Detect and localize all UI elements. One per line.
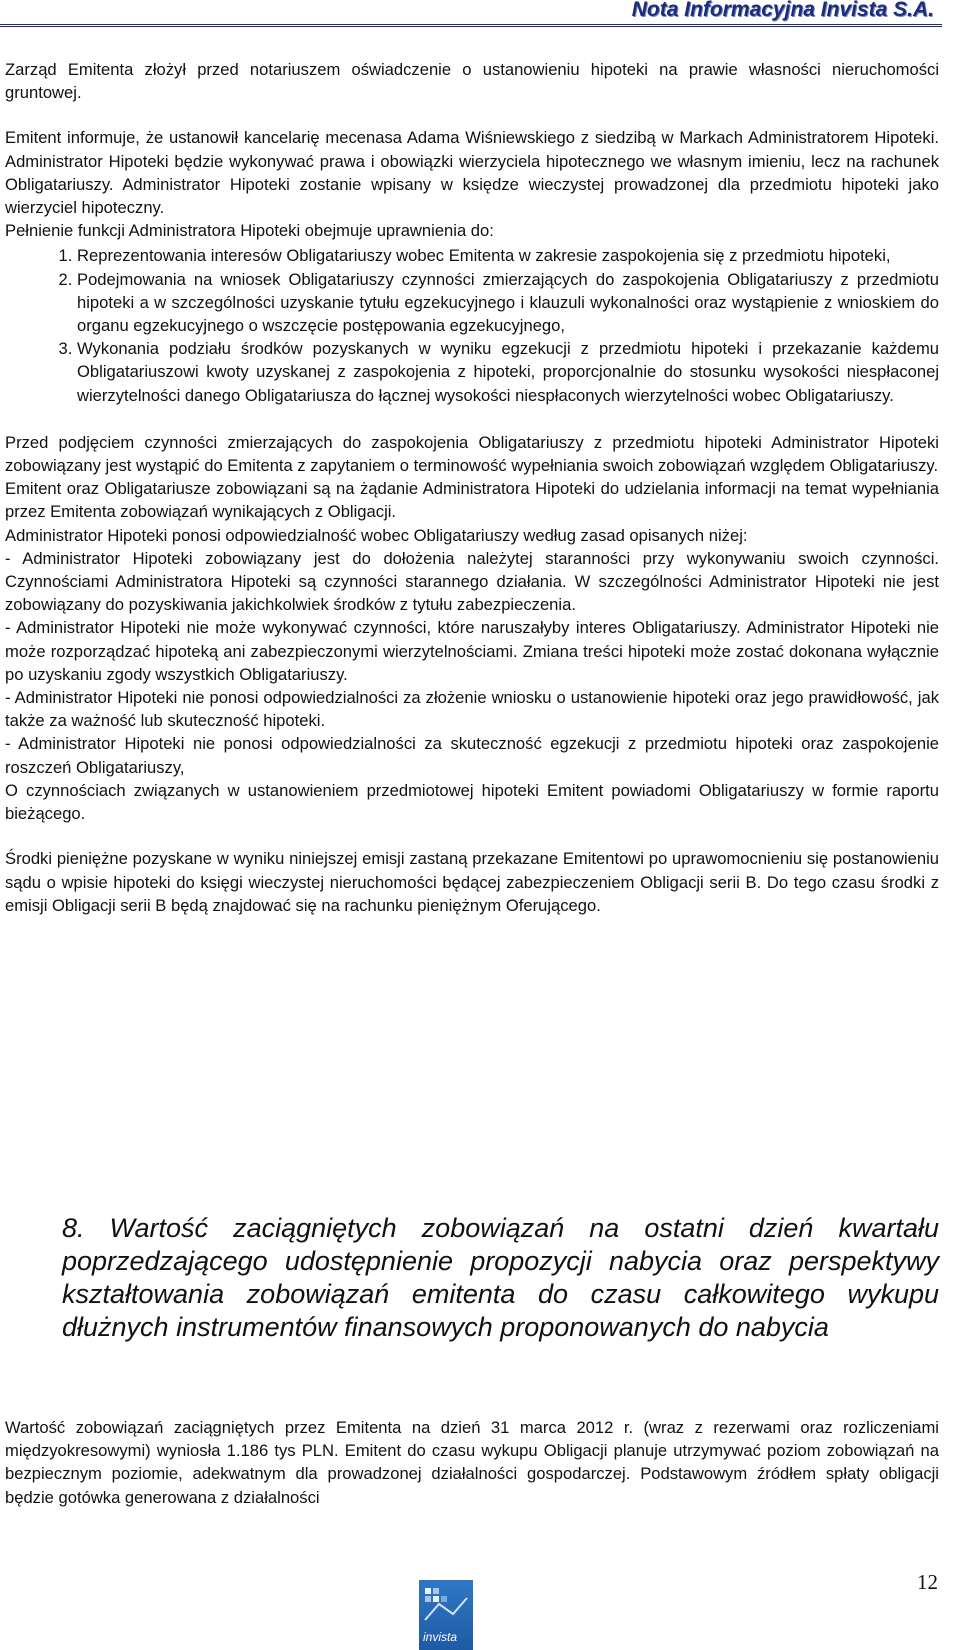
paragraph: Pełnienie funkcji Administratora Hipoteki obejmuje uprawnienia do: (5, 221, 494, 241)
paragraph: Środki pieniężne pozyskane w wyniku niniejszej emisji zastaną przekazane Emitentowi po uprawomocnieniu się postanowieniu sądu o wpisie hipoteki do księgi wieczystej nieruchomości będącej zabezpieczeniem Obligacji serii B. Do tego czasu środki z emisji Obligacji serii B będą znajdować się na rachunku pieniężnym Oferującego. (5, 849, 939, 915)
logo-text: invista (423, 1630, 458, 1644)
paragraph: Wartość zobowiązań zaciągniętych przez Emitenta na dzień 31 marca 2012 r. (wraz z rezerwami oraz rozliczeniami międzyokresowymi) wyniosła 1.186 tys PLN. Emitent do czasu wykupu Obligacji planuje utrzymywać poziom zobowiązań na bezpiecznym poziomie, adekwatnym dla prowadzonej działalności gospodarczej. Podstawowym źródłem spłaty obligacji będzie gotówka generowana z działalności (5, 1418, 939, 1507)
paragraph: Zarząd Emitenta złożył przed notariuszem oświadczenie o ustanowieniu hipoteki na prawie własności nieruchomości gruntowej. (5, 60, 939, 103)
paragraph: O czynnościach związanych w ustanowieniem przedmiotowej hipoteki Emitent powiadomi Obligatariuszy w formie raportu bieżącego. (5, 780, 939, 824)
page-header (0, 0, 942, 27)
list-item: 1. Reprezentowania interesów Obligatariuszy wobec Emitenta w zakresie zaspokojenia się z przedmiotu hipoteki, (77, 244, 939, 267)
section-heading: 8. Wartość zaciągniętych zobowiązań na ostatni dzień kwartału poprzedzającego udostępnienie propozycji nabycia oraz perspektywy kształtowania zobowiązań emitenta do czasu całkowitego wykupu dłużnych instrumentów finansowych proponowanych do nabycia (62, 1213, 939, 1342)
paragraph: - Administrator Hipoteki zobowiązany jest do dołożenia należytej staranności przy wykonywaniu swoich czynności. Czynnościami Administratora Hipoteki są czynności starannego działania. W szczególności Administrator Hipoteki nie jest zobowiązany do pozyskiwania jakichkolwiek środków z tytułu zabezpieczenia. (5, 548, 939, 615)
paragraph: - Administrator Hipoteki nie ponosi odpowiedzialności za złożenie wniosku o ustanowienie hipoteki oraz jego prawidłowość, jak także za ważność lub skuteczność hipoteki. (5, 688, 939, 731)
spacer (5, 407, 939, 431)
list-item: 2. Podejmowania na wniosek Obligatariuszy czynności zmierzających do zaspokojenia Obligatariuszy z przedmiotu hipoteki a w szczególności uzyskanie tytułu egzekucyjnego i klauzuli wykonalności oraz wystąpienie z wnioskiem do organu egzekucyjnego o wszczęcie postępowania egzekucyjnego, (77, 268, 939, 338)
page-number: 12 (917, 1570, 938, 1594)
paragraph: Emitent informuje, że ustanowił kancelarię mecenasa Adama Wiśniewskiego z siedzibą w Markach Administratorem Hipoteki. Administrator Hipoteki będzie wykonywać prawa i obowiązki wierzyciela hipotecznego we własnym imieniu, lecz na rachunek Obligatariuszy. Administrator Hipoteki zostanie wpisany w księdze wieczystej prowadzonej dla przedmiotu hipoteki jako wierzyciel hipoteczny. (5, 128, 939, 218)
spacer (5, 825, 939, 847)
paragraph: Administrator Hipoteki ponosi odpowiedzialność wobec Obligatariuszy według zasad opisanych niżej: (5, 525, 748, 545)
invista-logo (419, 1580, 473, 1650)
header-title: Nota Informacyjna Invista S.A. (631, 0, 934, 21)
paragraph: Przed podjęciem czynności zmierzających do zaspokojenia Obligatariuszy z przedmiotu hipoteki Administrator Hipoteki zobowiązany jest wystąpić do Emitenta z zapytaniem o terminowość wypełniania swoich zobowiązań względem Obligatariuszy. (5, 432, 939, 476)
paragraph: - Administrator Hipoteki nie może wykonywać czynności, które naruszałyby interes Obligatariuszy. Administrator Hipoteki nie może rozporządzać hipoteką ani zabezpieczonymi wierzytelnościami. Zmiana treści hipoteki może zostać dokonana wyłącznie po uzyskaniu zgody wszystkich Obligatariuszy. (5, 618, 939, 684)
spacer (5, 104, 939, 126)
list-item: 3. Wykonania podziału środków pozyskanych w wyniku egzekucji z przedmiotu hipoteki i przekazanie każdemu Obligatariuszowi kwoty uzyskanej z zaspokojenia z hipoteki, proporcjonalnie do stosunku wysokości niespłaconej wierzytelności danego Obligatariusza do łącznej wysokości niespłaconych wierzytelności wobec Obligatariuszy. (77, 337, 939, 407)
paragraph: Emitent oraz Obligatariusze zobowiązani są na żądanie Administratora Hipoteki do udzielania informacji na temat wypełniania przez Emitenta zobowiązań wynikających z Obligacji. (5, 479, 939, 522)
paragraph: - Administrator Hipoteki nie ponosi odpowiedzialności za skuteczność egzekucji z przedmiotu hipoteki oraz zaspokojenie roszczeń Obligatariuszy, (5, 734, 939, 777)
numbered-list (5, 244, 939, 406)
document-body (5, 58, 939, 917)
